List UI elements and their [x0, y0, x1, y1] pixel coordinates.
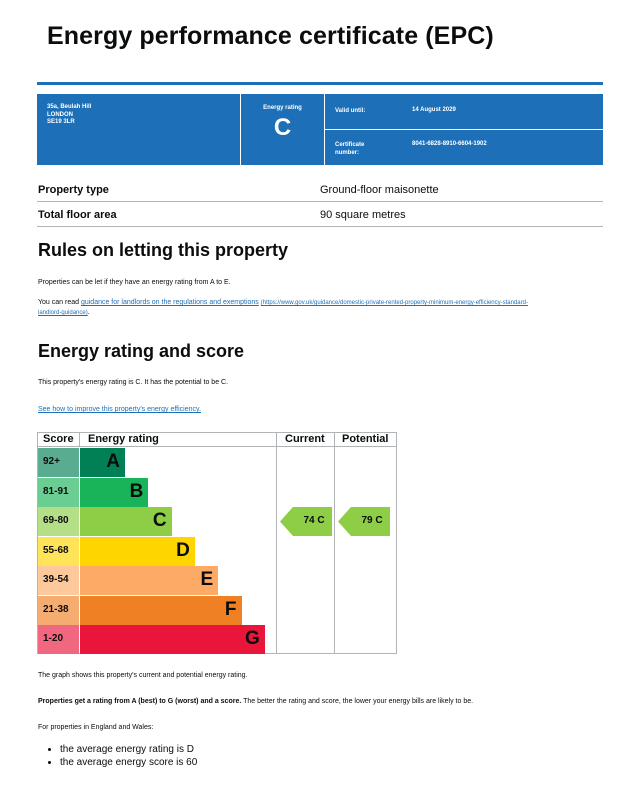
score-range-label: 92+	[43, 456, 60, 467]
summary-key: Property type	[38, 184, 109, 196]
summary-value: Ground-floor maisonette	[320, 184, 439, 196]
rating-explanation: Properties get a rating from A (best) to G (worst) and a score. The better the rating and score, the lower your energy bills are likely to be.	[38, 698, 474, 705]
summary-divider	[37, 226, 603, 227]
address-line3: SE19 3LR	[47, 119, 75, 125]
graph-divider	[334, 433, 335, 653]
score-range-label: 39-54	[43, 574, 69, 585]
rating-band-e	[80, 566, 218, 595]
energy-rating-graph	[37, 432, 397, 654]
list-item: • the average energy score is 60	[60, 756, 197, 769]
score-heading: Energy rating and score	[38, 341, 245, 361]
band-divider	[325, 129, 603, 130]
potential-rating-arrow	[338, 507, 390, 536]
certificate-summary-band	[37, 94, 603, 165]
score-range-label: 69-80	[43, 515, 69, 526]
title-rule	[37, 82, 603, 85]
summary-row-property-type	[37, 177, 603, 201]
score-range-cell	[38, 625, 79, 654]
score-range-label: 1-20	[43, 633, 64, 644]
score-range-label: 81-91	[43, 485, 69, 497]
rating-band-letter: E	[200, 569, 214, 590]
certificate-number-value: 8041-6828-8910-6604-1902	[412, 141, 487, 147]
rating-band-letter: A	[106, 451, 120, 472]
current-rating-arrow-label: 74 C	[303, 515, 325, 526]
list-item: • the average energy rating is D	[60, 743, 197, 756]
score-range-label: 55-68	[43, 544, 69, 556]
address-line2: LONDON	[47, 111, 73, 118]
graph-note: The graph shows this property's current and potential energy rating.	[38, 672, 248, 679]
score-range-cell	[38, 507, 79, 536]
graph-divider	[79, 433, 80, 447]
page-title: Energy performance certificate (EPC)	[47, 22, 494, 50]
rating-band-b	[80, 478, 148, 507]
letting-heading: Rules on letting this property	[38, 240, 289, 260]
rating-band-d	[80, 537, 195, 566]
energy-rating-value: C	[273, 114, 292, 141]
current-rating-arrow	[280, 507, 332, 536]
certificate-number-label: Certificate number:	[335, 142, 365, 156]
letting-paragraph: Properties can be let if they have an energy rating from A to E.	[38, 279, 231, 286]
address-line1: 35a, Beulah Hill	[47, 104, 92, 110]
potential-rating-arrow-label: 79 C	[361, 515, 383, 526]
energy-rating-label: Energy rating	[263, 105, 302, 111]
score-range-cell	[38, 596, 79, 625]
score-range-label: 21-38	[43, 603, 69, 615]
rating-band-f	[80, 596, 242, 625]
averages-list	[38, 743, 197, 769]
score-range-cell	[38, 448, 79, 477]
rating-band-c	[80, 507, 172, 536]
score-range-cell	[38, 566, 79, 595]
rating-band-a	[80, 448, 125, 477]
rating-band-letter: G	[245, 628, 260, 649]
score-range-cell	[38, 537, 79, 566]
graph-header-divider	[38, 446, 396, 447]
landlord-guidance-url[interactable]: (https://www.gov.uk/guidance/domestic-private-rented-property-minimum-energy-efficiency-standard- landlord-guidance)	[38, 300, 528, 316]
rating-band-g	[80, 625, 265, 654]
rating-band-letter: B	[129, 480, 144, 502]
valid-until-label: Valid until:	[335, 108, 366, 114]
rating-band-letter: F	[224, 598, 237, 620]
england-wales-note: For properties in England and Wales:	[38, 724, 154, 731]
rating-band-letter: D	[176, 539, 190, 561]
property-address	[47, 104, 91, 127]
current-header: Current	[285, 433, 325, 445]
score-paragraph: This property's energy rating is C. It has the potential to be C.	[38, 379, 229, 386]
improve-efficiency-link[interactable]: See how to improve this property's energy efficiency.	[38, 406, 201, 413]
landlord-guidance-link[interactable]: guidance for landlords on the regulations and exemptions	[80, 299, 259, 306]
energy-rating-header: Energy rating	[88, 433, 159, 445]
graph-divider	[276, 433, 277, 653]
score-header: Score	[43, 433, 74, 445]
letting-guidance-paragraph: You can read guidance for landlords on the regulations and exemptions (https://www.gov.uk/guidance/domestic-private-rented-property-minimum-energy-efficiency-standard- landlord-guidance).	[38, 299, 528, 316]
score-range-cell	[38, 478, 79, 507]
potential-header: Potential	[342, 433, 389, 445]
summary-key: Total floor area	[38, 209, 117, 221]
summary-row-floor-area	[37, 202, 603, 226]
valid-until-value: 14 August 2029	[412, 107, 456, 113]
summary-value: 90 square metres	[320, 209, 406, 221]
rating-band-letter: C	[152, 510, 167, 531]
